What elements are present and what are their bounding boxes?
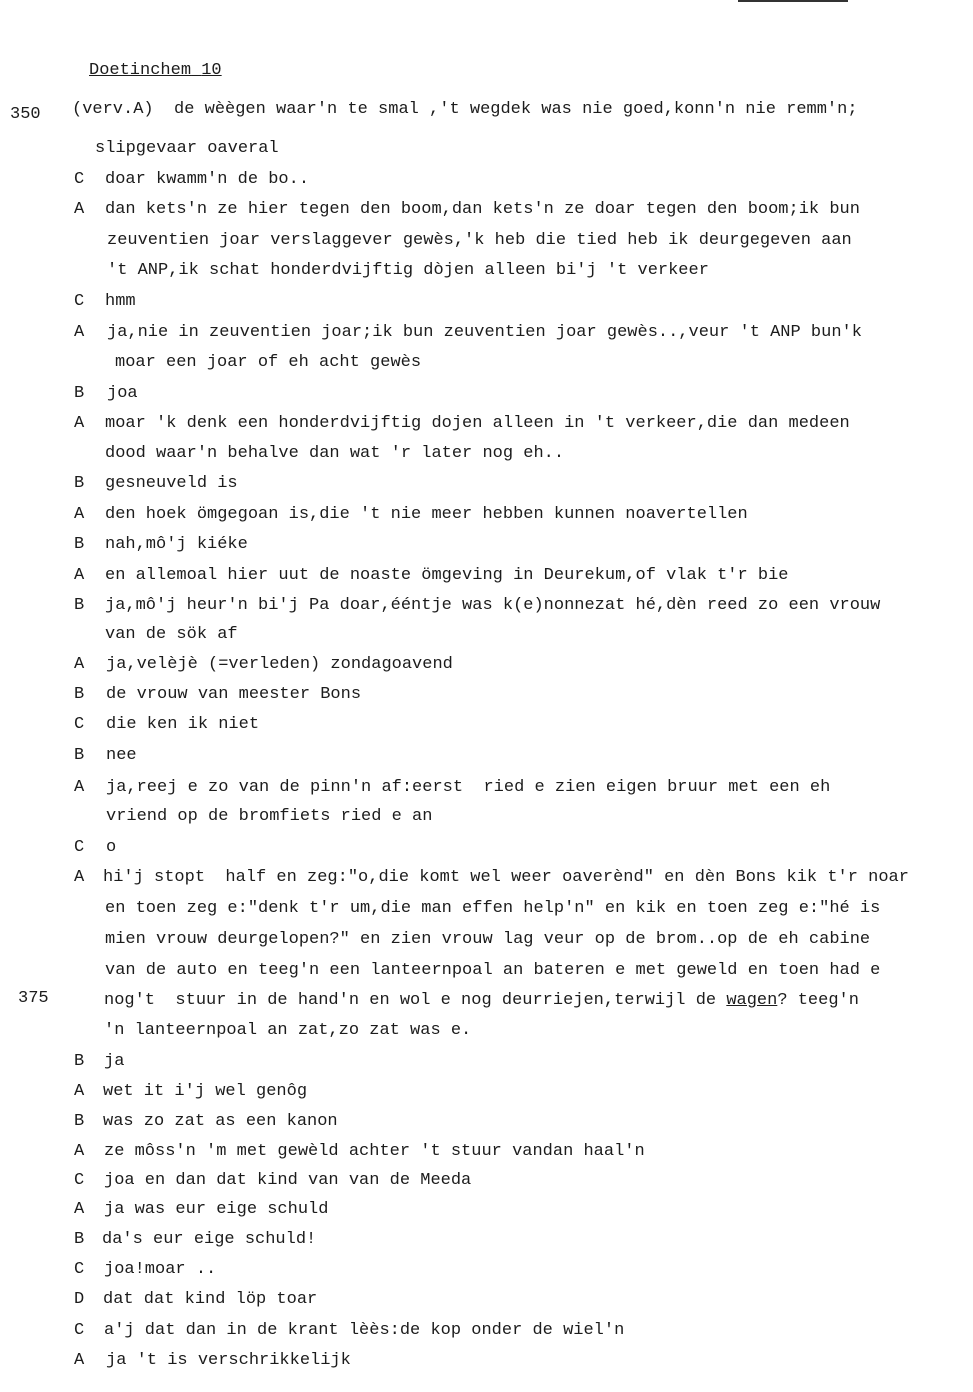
utterance-segment: nee <box>106 746 137 765</box>
utterance-segment: hi'j stopt half en zeg:"o,die komt wel weer oaverènd" en dèn Bons kik t'r noar <box>103 868 909 887</box>
speaker-label: A <box>74 200 85 219</box>
utterance-text <box>115 353 421 373</box>
utterance-text <box>103 1082 307 1102</box>
utterance-segment: ja,velèjè (=verleden) zondagoavend <box>106 655 453 674</box>
underlined-word: wagen <box>726 991 778 1010</box>
utterance-text <box>106 685 361 705</box>
utterance-text <box>105 961 880 981</box>
speaker-label: B <box>74 474 85 493</box>
utterance-segment: en toen zeg e:"denk t'r um,die man effen help'n" en kik en toen zeg e:"hé is <box>105 899 881 918</box>
utterance-segment: nah,mô'j kiéke <box>105 535 248 554</box>
speaker-label: B <box>74 535 85 554</box>
utterance-text <box>105 200 860 220</box>
utterance-segment: gesneuveld is <box>105 474 238 493</box>
utterance-segment: (verv.A) de wèègen waar'n te smal ,'t wegdek was nie goed,konn'n nie remm'n; <box>72 100 858 119</box>
utterance-text <box>105 474 238 494</box>
utterance-segment: 'n lanteernpoal an zat,zo zat was e. <box>104 1021 472 1040</box>
utterance-segment: ja was eur eige schuld <box>104 1200 329 1219</box>
utterance-text <box>105 930 870 950</box>
utterance-segment: doar kwamm'n de bo.. <box>105 170 310 189</box>
speaker-label: C <box>74 1171 85 1190</box>
utterance-segment: a'j dat dan in de krant lèès:de kop onder de wiel'n <box>104 1321 625 1340</box>
speaker-label: A <box>74 505 85 524</box>
utterance-segment: ja 't is verschrikkelijk <box>106 1351 351 1370</box>
utterance-segment: dood waar'n behalve dan wat 'r later nog eh.. <box>105 444 565 463</box>
speaker-label: C <box>74 715 85 734</box>
utterance-text <box>106 655 453 675</box>
utterance-text <box>103 1290 317 1310</box>
utterance-segment: van de auto en teeg'n een lanteernpoal an bateren e met geweld en toen had e <box>105 961 881 980</box>
utterance-text <box>104 991 859 1011</box>
speaker-label: C <box>74 170 85 189</box>
top-rule <box>738 0 848 2</box>
utterance-text <box>106 807 432 827</box>
utterance-segment: mien vrouw deurgelopen?" en zien vrouw lag veur op de brom..op de eh cabine <box>105 930 871 949</box>
title-place: Doetinchem <box>89 61 192 80</box>
utterance-text <box>95 139 279 159</box>
utterance-segment: nog't stuur in de hand'n en wol e nog deurriejen,terwijl de <box>104 991 727 1010</box>
utterance-text <box>106 838 116 858</box>
speaker-label: B <box>74 1112 85 1131</box>
speaker-label: D <box>74 1290 85 1309</box>
utterance-segment: dan kets'n ze hier tegen den boom,dan kets'n ze doar tegen den boom;ik bun <box>105 200 860 219</box>
utterance-segment: ja <box>104 1052 125 1071</box>
utterance-segment: moar 'k denk een honderdvijftig dojen alleen in 't verkeer,die dan medeen <box>105 414 850 433</box>
utterance-segment: zeuventien joar verslaggever gewès,'k heb die tied heb ik deurgegeven aan <box>107 231 852 250</box>
utterance-segment: dat dat kind löp toar <box>103 1290 318 1309</box>
utterance-segment: joa!moar .. <box>104 1260 217 1279</box>
utterance-text <box>105 505 748 525</box>
utterance-text <box>105 292 136 312</box>
utterance-segment: ja,mô'j heur'n bi'j Pa doar,ééntje was k(e)nonnezat hé,dèn reed zo een vrouw <box>105 596 881 615</box>
speaker-label: A <box>74 655 85 674</box>
utterance-text <box>105 899 880 919</box>
utterance-text <box>107 261 709 281</box>
utterance-text <box>104 1171 471 1191</box>
utterance-text <box>104 1052 124 1072</box>
utterance-segment: da's eur eige schuld! <box>102 1230 317 1249</box>
utterance-text <box>106 746 137 766</box>
utterance-text <box>107 384 138 404</box>
utterance-text <box>104 1321 624 1341</box>
utterance-text <box>103 1112 338 1132</box>
speaker-label: A <box>74 414 85 433</box>
utterance-segment: slipgevaar oaveral <box>95 139 279 158</box>
utterance-text <box>107 231 852 251</box>
utterance-text <box>104 1260 216 1280</box>
speaker-label: B <box>74 1052 85 1071</box>
utterance-text <box>105 414 850 434</box>
speaker-label: C <box>74 838 85 857</box>
utterance-segment: o <box>106 838 117 857</box>
speaker-label: A <box>74 1351 85 1370</box>
line-number: 375 <box>18 989 49 1008</box>
speaker-label: A <box>74 566 85 585</box>
utterance-text <box>105 566 789 586</box>
speaker-label: B <box>74 384 85 403</box>
utterance-text <box>104 1200 328 1220</box>
utterance-text <box>107 323 862 343</box>
utterance-segment: 't ANP,ik schat honderdvijftig dòjen alleen bi'j 't verkeer <box>107 261 709 280</box>
utterance-segment: vriend op de bromfiets ried e an <box>106 807 433 826</box>
utterance-segment: hmm <box>105 292 136 311</box>
utterance-text <box>105 444 564 464</box>
utterance-segment: joa <box>107 384 138 403</box>
speaker-label: A <box>74 778 85 797</box>
utterance-segment: ? teeg'n <box>777 991 859 1010</box>
utterance-text <box>105 535 248 555</box>
speaker-label: C <box>74 292 85 311</box>
speaker-label: A <box>74 1200 85 1219</box>
utterance-text <box>104 1142 645 1162</box>
speaker-label: B <box>74 596 85 615</box>
utterance-segment: ze môss'n 'm met gewèld achter 't stuur vandan haal'n <box>104 1142 645 1161</box>
speaker-label: A <box>74 1082 85 1101</box>
line-number: 350 <box>10 105 41 124</box>
utterance-text <box>72 100 858 120</box>
utterance-text <box>105 596 880 616</box>
utterance-segment: was zo zat as een kanon <box>103 1112 338 1131</box>
utterance-segment: ja,reej e zo van de pinn'n af:eerst ried e zien eigen bruur met een eh <box>106 778 831 797</box>
utterance-segment: de vrouw van meester Bons <box>106 685 362 704</box>
utterance-segment: van de sök af <box>105 625 238 644</box>
utterance-segment: moar een joar of eh acht gewès <box>115 353 422 372</box>
utterance-text <box>106 1351 351 1371</box>
utterance-segment: die ken ik niet <box>106 715 260 734</box>
utterance-segment: wet it i'j wel genôg <box>103 1082 308 1101</box>
utterance-segment: den hoek ömgegoan is,die 't nie meer hebben kunnen noavertellen <box>105 505 748 524</box>
utterance-text <box>105 170 309 190</box>
utterance-segment: ja,nie in zeuventien joar;ik bun zeuventien joar gewès..,veur 't ANP bun'k <box>107 323 862 342</box>
utterance-text <box>104 1021 471 1041</box>
utterance-text <box>103 868 909 888</box>
speaker-label: A <box>74 323 85 342</box>
utterance-text <box>106 778 830 798</box>
utterance-text <box>105 625 238 645</box>
speaker-label: C <box>74 1260 85 1279</box>
utterance-text <box>106 715 259 735</box>
speaker-label: A <box>74 868 85 887</box>
speaker-label: A <box>74 1142 85 1161</box>
speaker-label: C <box>74 1321 85 1340</box>
speaker-label: B <box>74 1230 85 1249</box>
utterance-segment: en allemoal hier uut de noaste ömgeving in Deurekum,of vlak t'r bie <box>105 566 789 585</box>
page-title <box>89 61 222 80</box>
utterance-segment: joa en dan dat kind van van de Meeda <box>104 1171 472 1190</box>
utterance-text <box>102 1230 316 1250</box>
speaker-label: B <box>74 685 85 704</box>
speaker-label: B <box>74 746 85 765</box>
title-page-number: 10 <box>201 61 222 80</box>
